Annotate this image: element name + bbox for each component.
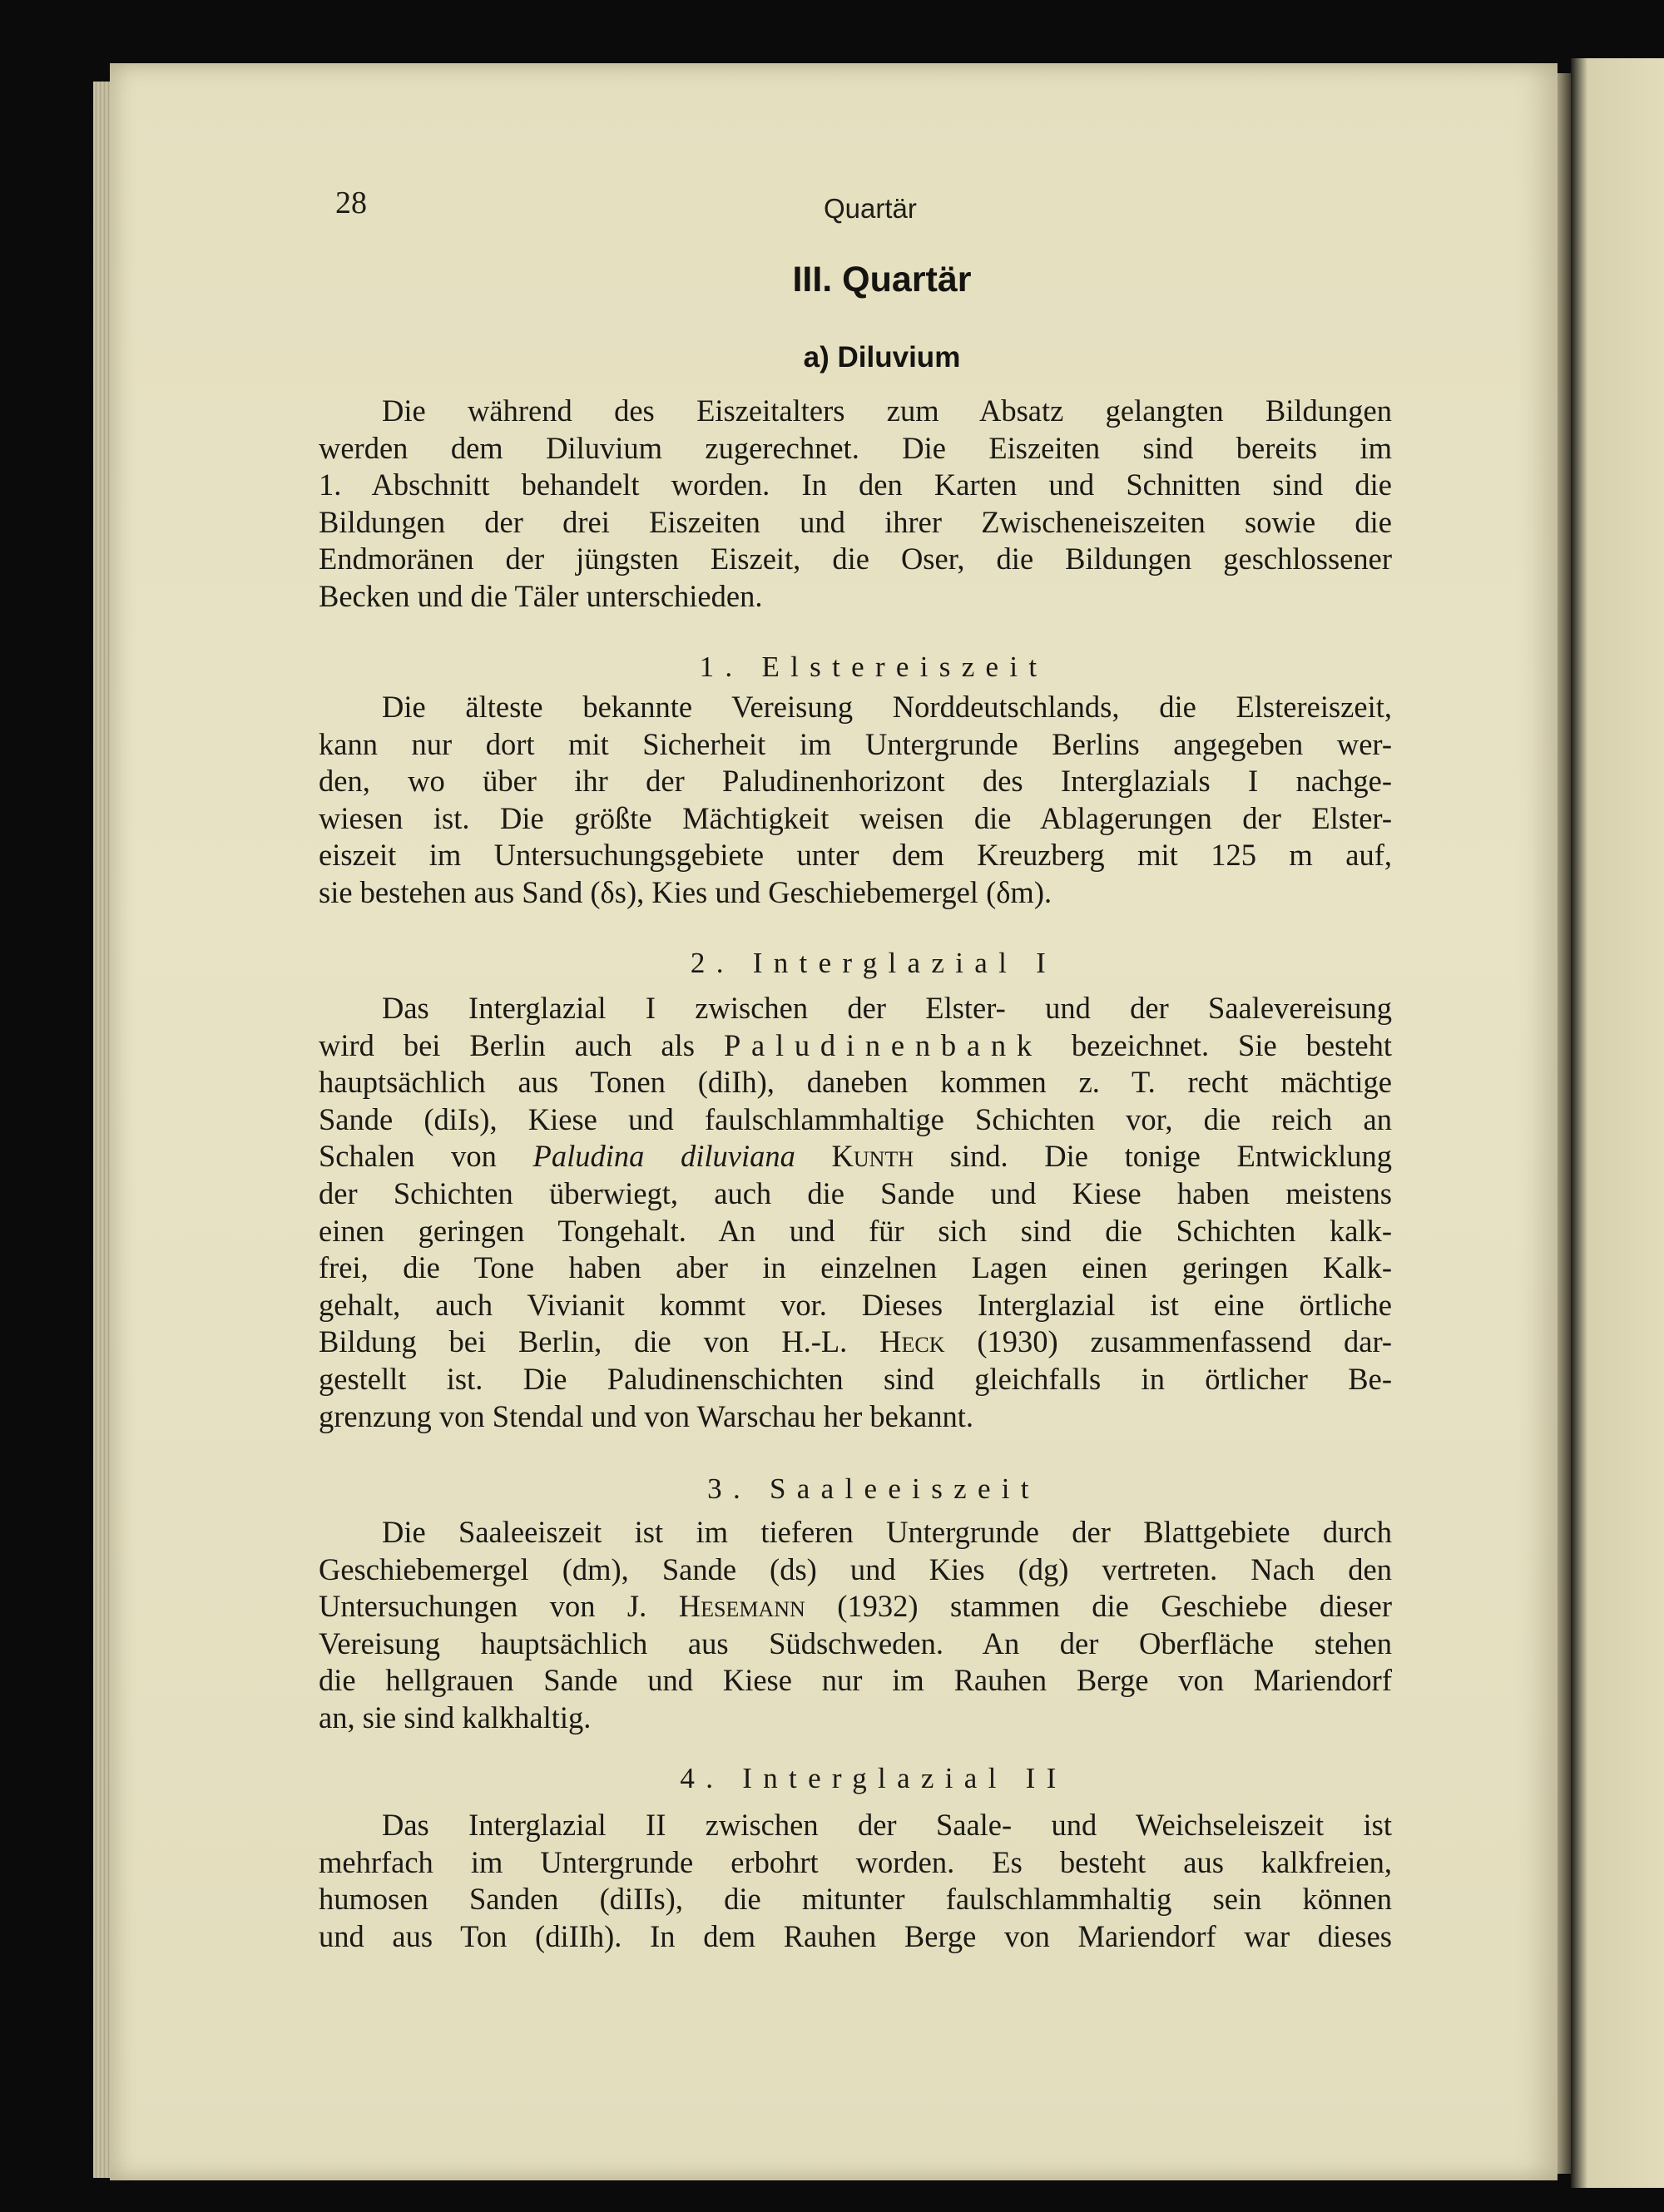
text-line: mehrfach im Untergrunde erbohrt worden. Es besteht aus kalkfreien, [319, 1844, 1392, 1879]
section-heading-interglazial-2: 4. Interglazial II [680, 1762, 1067, 1794]
text-line: hauptsächlich aus Tonen (diIh), daneben kommen z. T. recht mächtige [319, 1065, 1392, 1100]
text-line: der Schichten überwiegt, auch die Sande und Kiese haben meistens [319, 1175, 1392, 1210]
paragraph-saaleeiszeit [319, 1514, 1392, 1737]
text-line: wiesen ist. Die größte Mächtigkeit weisen die Ablagerungen der Elster- [319, 800, 1392, 835]
text-line: Bildungen der drei Eiszeiten und ihrer Zwischeneiszeiten sowie die [319, 504, 1392, 539]
text-span: (1930) zusammenfassend dar- [977, 1324, 1393, 1359]
text-line: 1. Abschnitt behandelt worden. In den Karten und Schnitten sind die [319, 468, 1392, 502]
text-line [319, 1027, 1392, 1065]
text-line: grenzung von Stendal und von Warschau her bekannt. [319, 1398, 974, 1433]
text-line: Das Interglazial I zwischen der Elster- und der Saalevereisung [382, 991, 1392, 1025]
spaced-term: Paludinenbank [723, 1027, 1042, 1062]
author-name: Hesemann [678, 1589, 805, 1624]
text-span: bezeichnet. Sie besteht [1071, 1027, 1392, 1062]
text-line: sie bestehen aus Sand (δs), Kies und Geschiebemergel (δm). [319, 874, 1052, 909]
text-line: einen geringen Tongehalt. An und für sich sind die Schichten kalk- [319, 1213, 1392, 1248]
text-line: gestellt ist. Die Paludinenschichten sind gleichfalls in örtlicher Be- [319, 1361, 1392, 1396]
section-heading-interglazial-1: 2. Interglazial I [690, 947, 1057, 979]
author-name: Kunth [831, 1139, 914, 1174]
text-span: Schalen von [319, 1139, 497, 1174]
running-head: Quartär [824, 193, 917, 224]
intro-paragraph [319, 393, 1392, 616]
text-line: Die während des Eiszeitalters zum Absatz gelangten Bildungen [382, 393, 1392, 428]
text-line: frei, die Tone haben aber in einzelnen Lagen einen geringen Kalk- [319, 1250, 1392, 1285]
text-line: Vereisung hauptsächlich aus Südschweden. An der Oberfläche stehen [319, 1626, 1392, 1660]
text-span: wird bei Berlin auch als [319, 1027, 695, 1062]
text-line: Die älteste bekannte Vereisung Norddeutschlands, die Elstereiszeit, [382, 690, 1392, 724]
section-title: a) Diluvium [803, 341, 961, 374]
page-number: 28 [335, 186, 367, 220]
text-line: Endmoränen der jüngsten Eiszeit, die Oser, die Bildungen geschlossener [319, 542, 1392, 577]
text-line: Geschiebemergel (dm), Sande (ds) und Kies (dg) vertreten. Nach den [319, 1551, 1392, 1586]
text-line: Sande (diIs), Kiese und faulschlammhaltige Schichten vor, die reich an [319, 1101, 1392, 1136]
text-line [319, 1588, 1392, 1626]
section-heading-saaleeiszeit: 3. Saaleeiszeit [707, 1472, 1040, 1505]
text-span: Untersuchungen von J. [319, 1589, 647, 1624]
author-name: Heck [879, 1324, 945, 1359]
chapter-title: III. Quartär [792, 260, 972, 299]
text-line: Die Saaleeiszeit ist im tieferen Untergrunde der Blattgebiete durch [382, 1515, 1392, 1549]
text-line: den, wo über ihr der Paludinenhorizont des Interglazials I nachge- [319, 764, 1392, 799]
text-line [319, 1324, 1392, 1361]
text-line: kann nur dort mit Sicherheit im Untergrunde Berlins angegeben wer- [319, 726, 1392, 761]
section-heading-elstereiszeit: 1. Elstereiszeit [699, 651, 1048, 683]
facing-page-edge [1571, 58, 1664, 2188]
paragraph-interglazial-2 [319, 1807, 1392, 1955]
text-line: gehalt, auch Vivianit kommt vor. Dieses Interglazial ist eine örtliche [319, 1287, 1392, 1322]
text-line: Das Interglazial II zwischen der Saale- und Weichseleiszeit ist [382, 1808, 1392, 1842]
paragraph-elstereiszeit [319, 689, 1392, 912]
text-line: werden dem Diluvium zugerechnet. Die Eiszeiten sind bereits im [319, 430, 1392, 465]
text-line: die hellgrauen Sande und Kiese nur im Rauhen Berge von Mariendorf [319, 1663, 1392, 1698]
text-span: Bildung bei Berlin, die von H.-L. [319, 1324, 848, 1359]
text-line: Becken und die Täler unterschieden. [319, 578, 763, 613]
species-name: Paludina diluviana [532, 1139, 795, 1174]
paragraph-interglazial-1 [319, 990, 1392, 1435]
text-line: und aus Ton (diIIh). In dem Rauhen Berge von Mariendorf war dieses [319, 1918, 1392, 1953]
text-span: (1932) stammen die Geschiebe dieser [837, 1589, 1392, 1624]
text-span: sind. Die tonige Entwicklung [949, 1139, 1393, 1174]
text-line: eiszeit im Untersuchungsgebiete unter dem Kreuzberg mit 125 m auf, [319, 838, 1392, 873]
text-line [319, 1138, 1392, 1175]
text-line: an, sie sind kalkhaltig. [319, 1700, 592, 1734]
text-line: humosen Sanden (diIIs), die mitunter faulschlammhaltig sein können [319, 1882, 1392, 1917]
